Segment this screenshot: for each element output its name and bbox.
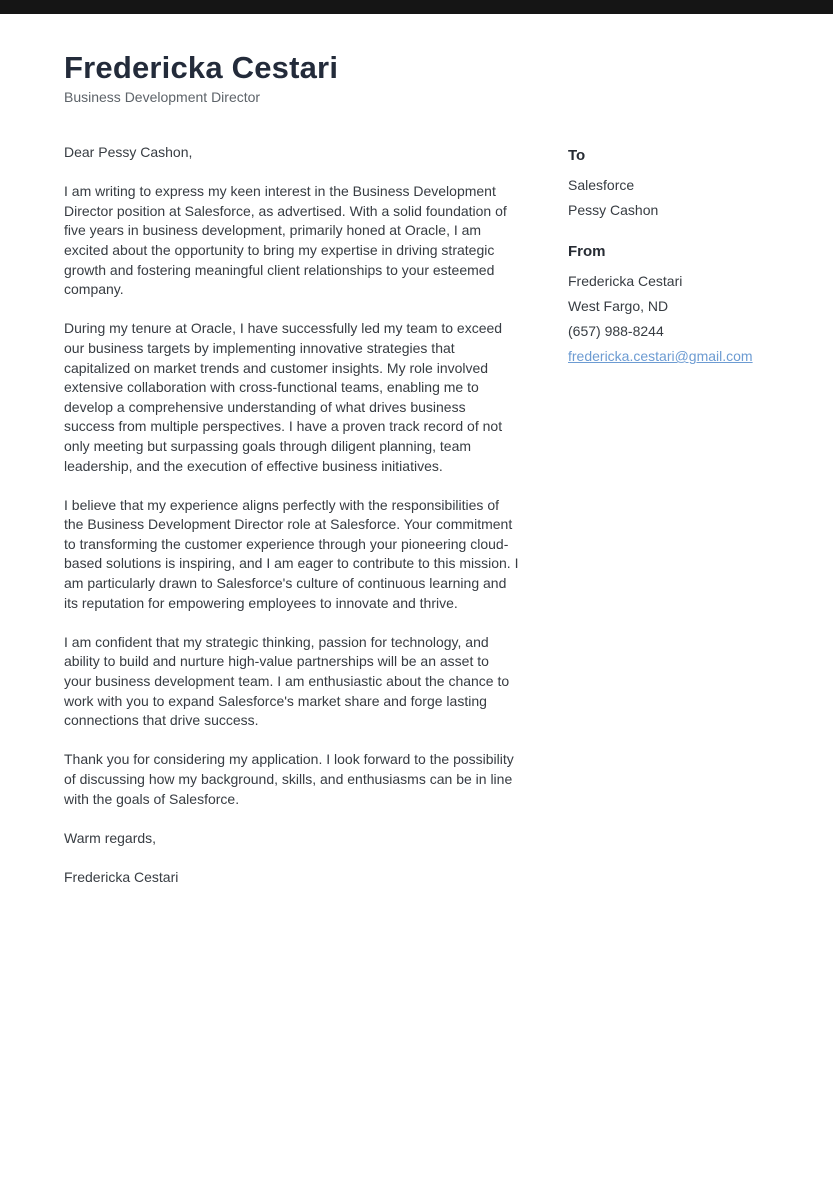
letter-paragraph: I believe that my experience aligns perfectly with the responsibilities of the Business Development Director role at Salesforce. Your commitment to transforming the customer experience through your pioneering cloud-based solutions is inspiring, and I am eager to contribute to this mission. I am particularly drawn to Salesforce's culture of continuous learning and its reputation for empowering employees to innovate and thrive. (64, 496, 519, 611)
contact-sidebar (568, 146, 768, 366)
from-heading: From (568, 243, 606, 260)
from-section (568, 242, 768, 366)
candidate-name: Fredericka Cestari (64, 50, 339, 85)
document-header (64, 50, 338, 106)
letter-body (64, 143, 520, 888)
sender-name: Fredericka Cestari (568, 273, 683, 289)
letter-paragraph: I am writing to express my keen interest in the Business Development Director position at Salesforce, as advertised. With a solid foundation of five years in business development, primarily honed at Oracle, I am excited about the opportunity to bring my expertise in driving strategic growth and fostering meaningful client relationships to your esteemed company. (64, 183, 507, 298)
to-section (568, 146, 768, 220)
sender-phone: (657) 988-8244 (568, 323, 664, 339)
closing-phrase: Warm regards, (64, 829, 157, 846)
letter-paragraph: Thank you for considering my application. I look forward to the possibility of discussing how my background, skills, and enthusiasms can be in line with the goals of Salesforce. (64, 751, 514, 807)
top-dark-strip (0, 0, 833, 14)
sender-location: West Fargo, ND (568, 298, 669, 314)
letter-paragraph: I am confident that my strategic thinking, passion for technology, and ability to build and nurture high-value partnerships will be an asset to your business development team. I am enthusiastic about the chance to work with you to expand Salesforce's market share and forge lasting connections that drive success. (64, 633, 510, 729)
signature-name: Fredericka Cestari (64, 868, 179, 885)
sender-email-link[interactable]: fredericka.cestari@gmail.com (568, 348, 753, 364)
to-heading: To (568, 147, 586, 164)
recipient-company: Salesforce (568, 177, 635, 193)
letter-paragraph: During my tenure at Oracle, I have successfully led my team to exceed our business targets by implementing innovative strategies that capitalized on market trends and customer insights. My role involved extensive collaboration with cross-functional teams, enabling me to develop a comprehensive understanding of what drives business success from multiple perspectives. I have a proven track record of not only meeting but surpassing goals through diligent planning, team leadership, and the execution of effective business initiatives. (64, 320, 503, 474)
recipient-name: Pessy Cashon (568, 202, 659, 218)
salutation: Dear Pessy Cashon, (64, 144, 193, 160)
job-title: Business Development Director (64, 89, 261, 105)
